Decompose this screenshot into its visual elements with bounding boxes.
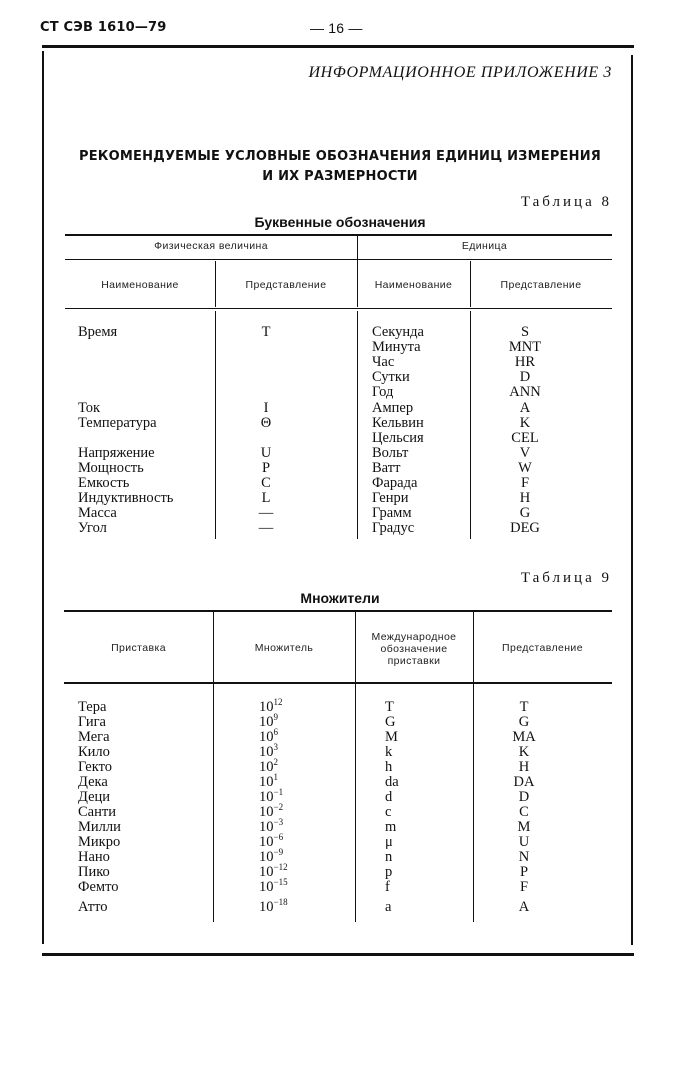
table8-quantity-symbol: T xyxy=(261,324,271,340)
table9-col-divider-1 xyxy=(213,612,214,922)
table8-unit-name: Ампер xyxy=(372,399,414,416)
page-title-line-1: РЕКОМЕНДУЕМЫЕ УСЛОВНЫЕ ОБОЗНАЧЕНИЯ ЕДИНИЦ ИЗМЕРЕНИЯ xyxy=(78,149,602,164)
table8-quantity-name: Мощность xyxy=(78,459,144,476)
table9-header-rule xyxy=(64,682,612,684)
table8-quantity-symbol: U xyxy=(260,444,272,461)
table9-representation: DA xyxy=(513,774,535,790)
table9-multiplier xyxy=(259,697,283,715)
table9-intl-symbol: μ xyxy=(385,834,393,850)
table9-representation: D xyxy=(518,789,530,805)
table8-unit-name: Секунда xyxy=(372,324,424,340)
multiplier-exponent: 2 xyxy=(273,757,278,767)
table9-prefix: Мега xyxy=(78,729,110,745)
table8-unit-symbol: S xyxy=(520,324,530,340)
table9-representation: C xyxy=(519,804,529,820)
table9-intl-symbol: m xyxy=(385,819,397,835)
table9-representation: N xyxy=(518,849,530,865)
multiplier-base: 10 xyxy=(259,879,274,895)
table8-unit-symbol: CEL xyxy=(511,429,539,446)
table9-prefix: Кило xyxy=(78,744,110,760)
multiplier-base: 10 xyxy=(259,774,274,790)
table8-col-divider-3-header xyxy=(470,261,471,307)
table8-quantity-name: Температура xyxy=(78,414,157,431)
multiplier-base: 10 xyxy=(259,834,274,850)
table9-multiplier xyxy=(259,877,288,895)
multiplier-exponent: 1 xyxy=(273,772,278,782)
table9-col-divider-2 xyxy=(355,612,356,922)
table9-representation: T xyxy=(519,699,529,715)
multiplier-exponent: −12 xyxy=(273,862,288,872)
table9-representation: M xyxy=(517,819,531,835)
table8-unit-symbol: K xyxy=(519,414,531,431)
table8-unit-name: Кельвин xyxy=(372,414,424,431)
table8-quantity-symbol: P xyxy=(261,459,271,476)
table8-quantity-name: Масса xyxy=(78,505,117,522)
table8-col-header-unit-name: Наименование xyxy=(374,279,453,291)
multiplier-exponent: 12 xyxy=(273,697,283,707)
table8-unit-name: Час xyxy=(372,354,395,371)
table9-caption: Множители xyxy=(300,590,380,606)
table8-caption: Буквенные обозначения xyxy=(254,214,426,230)
table8-col-divider-1-header xyxy=(215,261,216,307)
table9-prefix: Гига xyxy=(78,714,106,730)
table8-col-divider-2-header xyxy=(357,236,358,307)
multiplier-base: 10 xyxy=(259,714,274,730)
table8-quantity-symbol: — xyxy=(258,520,274,537)
table9-prefix: Деци xyxy=(78,789,111,805)
table8-unit-symbol: DEG xyxy=(510,520,540,537)
table8-unit-symbol: D xyxy=(519,369,531,386)
table9-intl-symbol: M xyxy=(385,729,398,745)
page-number: — 16 — xyxy=(310,20,363,36)
table8-unit-symbol: F xyxy=(520,475,530,491)
table8-quantity-name: Емкость xyxy=(78,475,130,491)
table9-intl-symbol: G xyxy=(385,714,396,730)
table9-intl-symbol: k xyxy=(385,744,393,760)
table8-group-header-quantity: Физическая величина xyxy=(154,240,268,252)
table9-representation: H xyxy=(518,759,530,775)
table9-intl-symbol: n xyxy=(385,849,393,865)
table8-number: Таблица 8 xyxy=(520,194,612,210)
table8-unit-symbol: W xyxy=(518,459,532,476)
table8-unit-name: Год xyxy=(372,384,394,401)
multiplier-base: 10 xyxy=(259,899,274,915)
table8-unit-symbol: V xyxy=(519,444,531,461)
table8-unit-name: Грамм xyxy=(372,505,412,522)
table9-col-header-repr: Представление xyxy=(502,642,583,654)
table8-quantity-symbol: — xyxy=(258,505,274,522)
table8-col-header-quantity-repr: Представление xyxy=(245,279,327,291)
table8-col-divider-2 xyxy=(357,311,358,539)
multiplier-exponent: −1 xyxy=(273,787,284,797)
multiplier-base: 10 xyxy=(259,864,274,880)
table9-prefix: Атто xyxy=(78,899,108,915)
multiplier-base: 10 xyxy=(259,699,274,715)
page-title-line-2: И ИХ РАЗМЕРНОСТИ xyxy=(262,169,418,184)
table8-unit-name: Ватт xyxy=(372,459,401,476)
table9-representation: G xyxy=(518,714,530,730)
table8-col-header-unit-repr: Представление xyxy=(500,279,582,291)
table8-quantity-symbol: Θ xyxy=(260,414,272,431)
table9-prefix: Микро xyxy=(78,834,121,850)
table8-header-rule xyxy=(65,308,612,309)
table9-prefix: Милли xyxy=(78,819,121,835)
multiplier-base: 10 xyxy=(259,729,274,745)
multiplier-exponent: 9 xyxy=(273,712,278,722)
table9-prefix: Нано xyxy=(78,849,110,865)
table8-quantity-symbol: C xyxy=(261,475,271,491)
table9-intl-symbol: h xyxy=(385,759,393,775)
table9-intl-symbol: T xyxy=(385,699,394,715)
table8-quantity-name: Ток xyxy=(78,399,101,416)
table8-col-header-quantity-name: Наименование xyxy=(101,279,179,291)
multiplier-base: 10 xyxy=(259,744,274,760)
table8-quantity-name: Время xyxy=(78,324,118,340)
multiplier-exponent: −3 xyxy=(273,817,284,827)
multiplier-exponent: −6 xyxy=(273,832,284,842)
table8-quantity-name: Напряжение xyxy=(78,444,155,461)
table9-intl-symbol: d xyxy=(385,789,393,805)
multiplier-exponent: 3 xyxy=(273,742,278,752)
table8-quantity-symbol: I xyxy=(263,399,269,416)
multiplier-exponent: −18 xyxy=(273,897,288,907)
table8-unit-symbol: MNT xyxy=(508,339,542,356)
table9-intl-symbol: da xyxy=(385,774,399,790)
table8-unit-symbol: ANN xyxy=(509,384,541,401)
table8-unit-name: Минута xyxy=(372,339,421,356)
table9-multiplier xyxy=(259,897,288,915)
multiplier-exponent: −2 xyxy=(273,802,284,812)
table8-unit-symbol: H xyxy=(519,490,531,507)
table9-col-header-prefix: Приставка xyxy=(111,642,166,654)
table9-representation: A xyxy=(518,899,530,915)
multiplier-exponent: −15 xyxy=(273,877,288,887)
table8-unit-symbol: A xyxy=(519,399,531,416)
table9-intl-symbol: a xyxy=(385,899,392,915)
table8-unit-symbol: HR xyxy=(514,354,536,371)
frame-bottom-rule xyxy=(42,953,634,956)
multiplier-exponent: 6 xyxy=(273,727,278,737)
table8-unit-name: Генри xyxy=(372,490,409,507)
table9-representation: MA xyxy=(512,729,536,745)
table8-group-header-unit: Единица xyxy=(461,240,508,252)
table8-unit-symbol: G xyxy=(519,505,531,522)
multiplier-base: 10 xyxy=(259,849,274,865)
frame-top-rule xyxy=(42,45,634,48)
table8-quantity-name: Угол xyxy=(78,520,107,537)
table9-col-header-multiplier: Множитель xyxy=(254,642,314,654)
table9-top-rule xyxy=(64,610,612,612)
table8-unit-name: Вольт xyxy=(372,444,409,461)
table9-col-header-intl: Международное обозначение приставки xyxy=(371,631,457,667)
table9-intl-symbol: p xyxy=(385,864,393,880)
frame-right-rule xyxy=(631,55,633,945)
table9-prefix: Пико xyxy=(78,864,110,880)
table9-representation: K xyxy=(518,744,530,760)
multiplier-base: 10 xyxy=(259,819,274,835)
table8-unit-name: Фарада xyxy=(372,475,418,491)
table9-representation: U xyxy=(518,834,530,850)
appendix-label: ИНФОРМАЦИОННОЕ ПРИЛОЖЕНИЕ 3 xyxy=(308,64,612,81)
table8-unit-name: Цельсия xyxy=(372,429,424,446)
table9-representation: F xyxy=(519,879,529,895)
table9-prefix: Санти xyxy=(78,804,116,820)
table9-representation: P xyxy=(519,864,529,880)
table9-prefix: Гекто xyxy=(78,759,112,775)
table9-number: Таблица 9 xyxy=(520,570,612,586)
table9-prefix: Тера xyxy=(78,699,107,715)
table8-unit-name: Сутки xyxy=(372,369,410,386)
table8-quantity-symbol: L xyxy=(261,490,271,507)
table8-top-rule xyxy=(65,234,612,236)
frame-left-rule xyxy=(42,51,44,944)
table8-unit-name: Градус xyxy=(372,520,415,537)
multiplier-base: 10 xyxy=(259,759,274,775)
table9-prefix: Фемто xyxy=(78,879,119,895)
multiplier-exponent: −9 xyxy=(273,847,284,857)
multiplier-base: 10 xyxy=(259,789,274,805)
table9-prefix: Дека xyxy=(78,774,108,790)
multiplier-base: 10 xyxy=(259,804,274,820)
table8-group-rule xyxy=(65,259,612,260)
table8-quantity-name: Индуктивность xyxy=(78,490,174,507)
standard-number: СТ СЭВ 1610—79 xyxy=(40,20,167,35)
table9-intl-symbol: f xyxy=(385,879,390,895)
table9-intl-symbol: c xyxy=(385,804,392,820)
